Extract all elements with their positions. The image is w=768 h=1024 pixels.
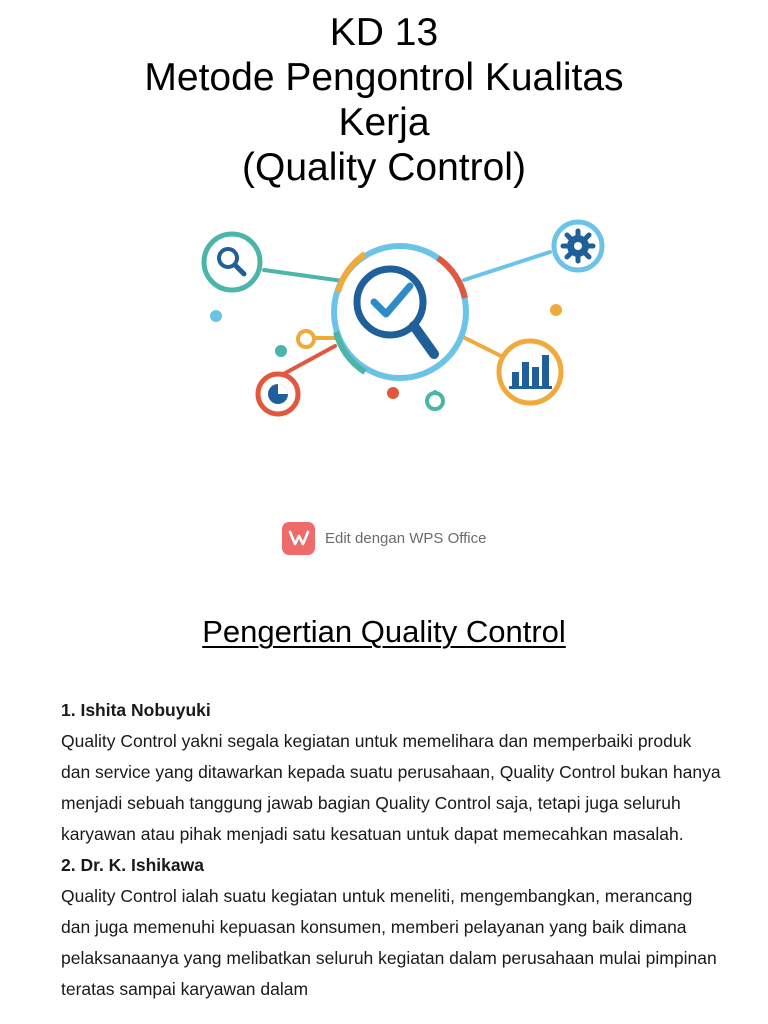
title-line-3: Kerja (338, 101, 430, 144)
title-line-4: (Quality Control) (242, 146, 526, 189)
definition-entry-1 (61, 695, 721, 850)
main-quality-circle (334, 246, 466, 378)
wps-edit-badge[interactable] (282, 521, 486, 555)
pie-chart-icon (258, 374, 298, 414)
title-line-1: KD 13 (329, 11, 439, 54)
search-icon (204, 234, 260, 290)
definition-entry-2 (61, 850, 721, 1005)
section-heading: Pengertian Quality Control (202, 614, 566, 649)
gear-icon (554, 222, 602, 270)
title-line-2: Metode Pengontrol Kualitas (144, 56, 624, 99)
wps-edit-label[interactable]: Edit dengan WPS Office (325, 529, 487, 547)
quality-control-illustration (160, 212, 646, 440)
entry-definition-text: Quality Control ialah suatu kegiatan untuk meneliti, mengembangkan, merancang dan juga memenuhi kepuasan konsumen, memberi pelayanan yang baik dimana pelaksanaanya yang melibatkan seluruh kegiatan dalam perusahaan mulai pimpinan teratas sampai karyawan dalam (61, 886, 717, 999)
entry-author-name: 1. Ishita Nobuyuki (61, 700, 211, 720)
bar-chart-icon (499, 341, 561, 403)
document-title (0, 10, 768, 190)
definitions-list (61, 695, 721, 1005)
wps-office-logo-icon (282, 522, 315, 555)
entry-author-name: 2. Dr. K. Ishikawa (61, 855, 204, 875)
entry-definition-text: Quality Control yakni segala kegiatan untuk memelihara dan memperbaiki produk dan service yang ditawarkan kepada suatu perusahaan, Quality Control bukan hanya menjadi sebuah tanggung jawab bagian Quality Control saja, tetapi juga seluruh karyawan atau pihak menjadi satu kesatuan untuk dapat memecahkan masalah. (61, 731, 721, 844)
